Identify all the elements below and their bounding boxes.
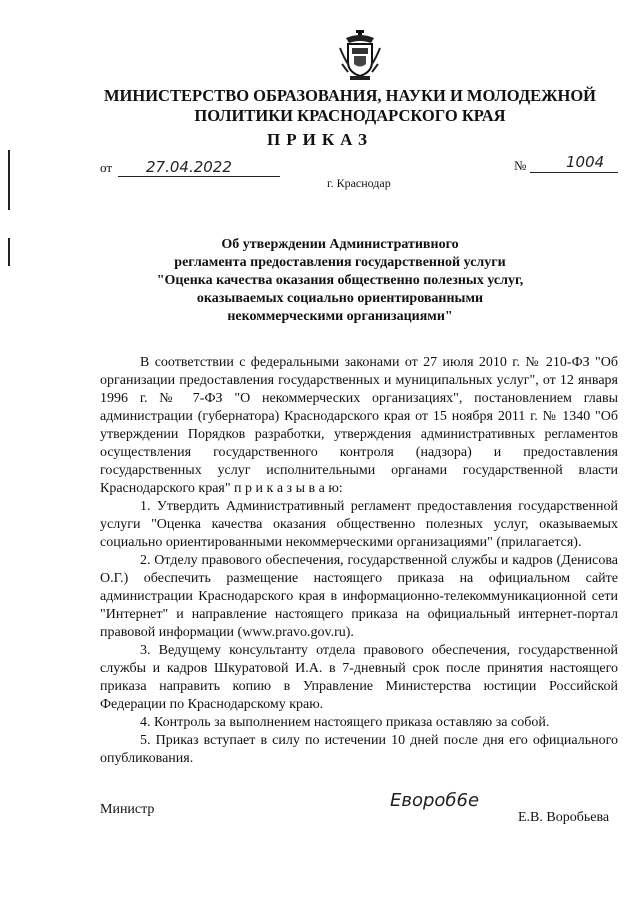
city-label: г. Краснодар xyxy=(327,176,391,190)
number-value: 1004 xyxy=(566,153,605,171)
number-underline xyxy=(530,172,618,173)
order-item-4: 4. Контроль за выполнением настоящего приказа оставляю за собой. xyxy=(140,715,550,730)
date-label: от xyxy=(100,160,113,175)
title-line: некоммерческими организациями" xyxy=(227,309,453,324)
ministry-name-line2: ПОЛИТИКИ КРАСНОДАРСКОГО КРАЯ xyxy=(194,106,506,125)
ministry-name-line1: МИНИСТЕРСТВО ОБРАЗОВАНИЯ, НАУКИ И МОЛОДЕЖНОЙ xyxy=(103,86,596,105)
order-item-5: 5. Приказ вступает в силу по истечении 10 дней после дня его официального опубликования. xyxy=(100,733,618,766)
order-item-1: 1. Утвердить Административный регламент предоставления государственной услуги "Оценка качества оказания общественно полезных услуг, оказываемых социально ориентированными некоммерческими организациями" (прилагается). xyxy=(100,499,618,550)
preamble-paragraph: В соответствии с федеральными законами от 27 июля 2010 г. № 210-ФЗ "Об организации предоставления государственных и муниципальных услуг", от 12 января 1996 г. № 7-ФЗ "О некоммерческих организациях", постановлением главы администрации (губернатора) Краснодарского края от 15 ноября 2011 г. № 1340 "Об утверждении Порядков разработки, утверждения административных регламентов осуществления государственного контроля (надзора) и предоставления государственных услуг исполнительными органами государственной власти Краснодарского края" п р и к а з ы в а ю: xyxy=(100,355,618,496)
coat-of-arms-emblem xyxy=(338,28,382,86)
title-line: Об утверждении Административного xyxy=(221,237,459,252)
order-item-2: 2. Отделу правового обеспечения, государственной службы и кадров (Денисова О.Г.) обеспечить размещение настоящего приказа на официальном сайте администрации Краснодарского края в информационно-телекоммуникационной сети "Интернет" и направление настоящего приказа на официальный интернет-портал правовой информации (www.pravo.gov.ru). xyxy=(100,553,618,640)
title-line: регламента предоставления государственной услуги xyxy=(174,255,506,270)
order-title xyxy=(60,236,620,326)
document-type-heading: ПРИКАЗ xyxy=(267,130,373,149)
number-label: № xyxy=(514,158,527,173)
signature: Евороб6е xyxy=(390,790,480,811)
order-body xyxy=(100,354,618,768)
signatory-name: Е.В. Воробьева xyxy=(518,810,610,825)
date-value: 27.04.2022 xyxy=(146,158,232,176)
title-line: оказываемых социально ориентированными xyxy=(196,291,484,306)
order-item-3: 3. Ведущему консультанту отдела правового обеспечения, государственной службы и кадров Шкуратовой И.А. в 7-дневный срок после принятия настоящего приказа направить копию в Управление Министерства юстиции Российской Федерации по Краснодарскому краю. xyxy=(100,643,618,712)
date-underline xyxy=(118,176,280,177)
title-line: "Оценка качества оказания общественно полезных услуг, xyxy=(156,273,524,288)
scan-edge-mark xyxy=(8,238,10,266)
signatory-position: Министр xyxy=(100,802,155,817)
scan-edge-mark xyxy=(8,150,10,210)
